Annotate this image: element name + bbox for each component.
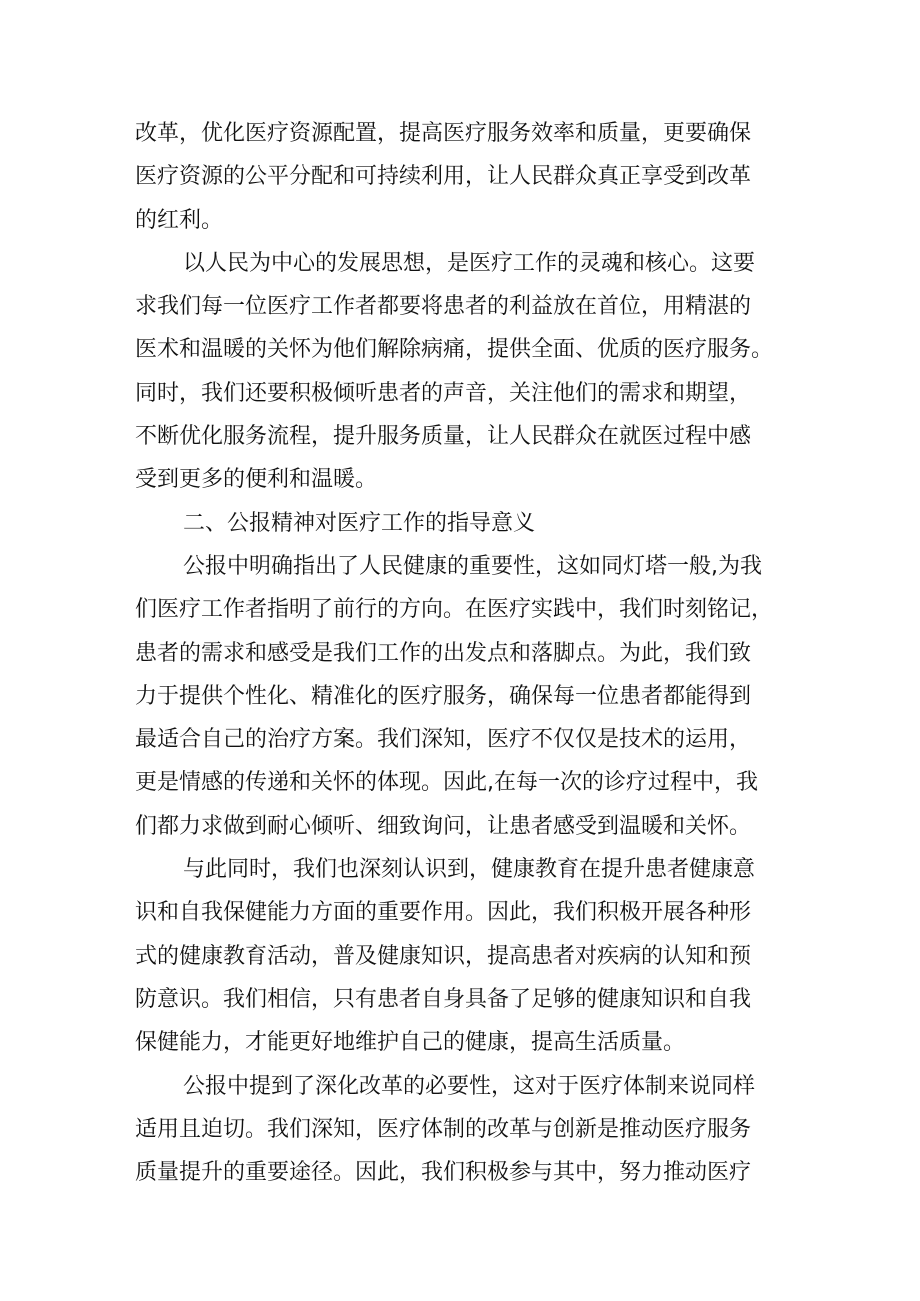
text-line: 不断优化服务流程，提升服务质量，让人民群众在就医过程中感	[135, 424, 752, 450]
text-line: 式的健康教育活动，普及健康知识，提高患者对疾病的认知和预	[135, 943, 752, 969]
text-line: 与此同时，我们也深刻认识到，健康教育在提升患者健康意	[183, 857, 756, 883]
text-line: 质量提升的重要途径。因此，我们积极参与其中，努力推动医疗	[135, 1160, 752, 1186]
text-line: 改革，优化医疗资源配置，提高医疗服务效率和质量，更要确保	[135, 121, 752, 146]
text-line: 同时，我们还要积极倾听患者的声音，关注他们的需求和期望，	[135, 380, 752, 406]
text-line: 医术和温暖的关怀为他们解除病痛，提供全面、优质的医疗服务。	[135, 337, 774, 363]
text-line: 公报中提到了深化改革的必要性，这对于医疗体制来说同样	[183, 1073, 756, 1099]
text-line: 防意识。我们相信，只有患者自身具备了足够的健康知识和自我	[135, 986, 752, 1012]
text-line: 们都力求做到耐心倾听、细致询问，让患者感受到温暖和关怀。	[135, 813, 752, 839]
text-line: 医疗资源的公平分配和可持续利用，让人民群众真正享受到改革	[135, 164, 752, 190]
text-line: 公报中明确指出了人民健康的重要性，这如同灯塔一般,为我	[183, 553, 762, 579]
text-line: 最适合自己的治疗方案。我们深知，医疗不仅仅是技术的运用，	[135, 727, 752, 753]
text-line: 力于提供个性化、精准化的医疗服务，确保每一位患者都能得到	[135, 683, 752, 709]
text-line: 们医疗工作者指明了前行的方向。在医疗实践中，我们时刻铭记，	[135, 597, 774, 623]
text-line: 更是情感的传递和关怀的体现。因此,在每一次的诊疗过程中，我	[135, 770, 758, 796]
text-line: 二、公报精神对医疗工作的指导意义	[183, 510, 536, 536]
text-line: 适用且迫切。我们深知，医疗体制的改革与创新是推动医疗服务	[135, 1116, 752, 1142]
text-line: 求我们每一位医疗工作者都要将患者的利益放在首位，用精湛的	[135, 294, 752, 320]
text-line: 的红利。	[135, 207, 224, 233]
document-body	[135, 112, 795, 1194]
text-line: 识和自我保健能力方面的重要作用。因此，我们积极开展各种形	[135, 900, 752, 926]
text-line: 受到更多的便利和温暖。	[135, 467, 378, 493]
text-line: 以人民为中心的发展思想，是医疗工作的灵魂和核心。这要	[183, 250, 756, 276]
text-line: 患者的需求和感受是我们工作的出发点和落脚点。为此，我们致	[135, 640, 752, 666]
text-line: 保健能力，才能更好地维护自己的健康，提高生活质量。	[135, 1030, 686, 1056]
